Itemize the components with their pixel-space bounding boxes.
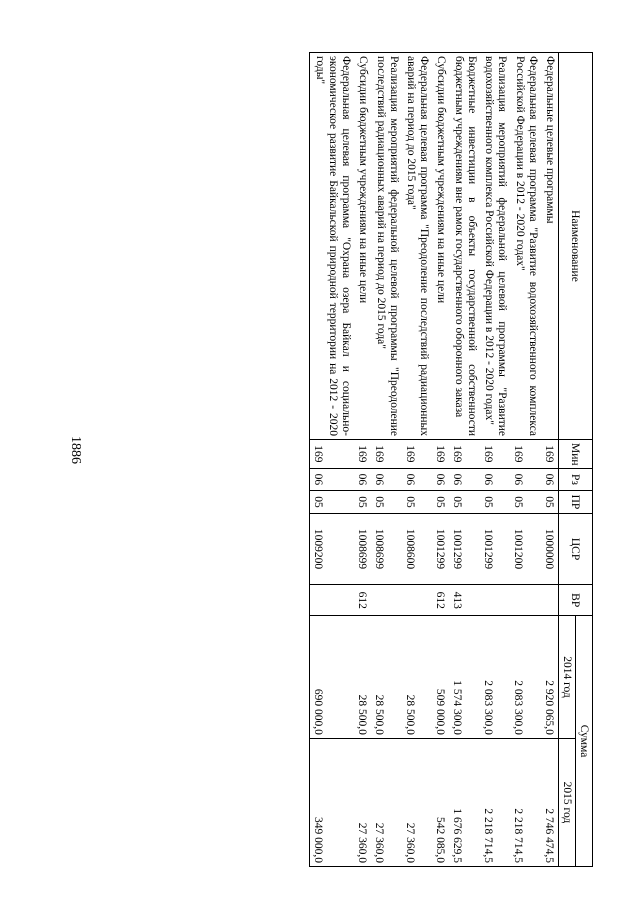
header-rz: Рз — [559, 468, 593, 491]
row-csr: 1008600 — [402, 513, 432, 585]
row-sum-2015: 2 218 714,5 — [510, 738, 540, 866]
row-rz: 06 — [354, 468, 371, 491]
row-pr: 05 — [310, 491, 354, 514]
row-rz: 06 — [480, 468, 510, 491]
row-rz: 06 — [310, 468, 354, 491]
table-row — [432, 53, 449, 867]
row-vr — [310, 585, 354, 616]
row-csr: 1001299 — [432, 513, 449, 585]
row-rz: 06 — [402, 468, 432, 491]
table-row — [541, 53, 559, 867]
header-2014: 2014 год — [559, 616, 576, 739]
table-row — [402, 53, 432, 867]
row-name: Федеральные целевые программы — [541, 53, 559, 440]
row-sum-2014: 2 920 065,0 — [541, 616, 559, 739]
row-sum-2014: 2 083 300,0 — [510, 616, 540, 739]
row-sum-2014: 28 500,0 — [371, 616, 401, 739]
row-csr: 1001200 — [510, 513, 540, 585]
header-pr: ПР — [559, 491, 593, 514]
row-csr: 1001299 — [449, 513, 479, 585]
row-name: Федеральная целевая программа "Преодоление последствий радиационных аварий на период до 2015 года" — [402, 53, 432, 440]
row-name: Федеральная целевая программа "Охрана озера Байкал и социально-экономическое развитие Байкальской природной территории на 2012 - 2020 годы" — [310, 53, 354, 440]
rotated-table-container — [98, 52, 593, 867]
row-sum-2015: 349 000,0 — [310, 738, 354, 866]
table-body — [310, 53, 559, 867]
table-row — [510, 53, 540, 867]
row-sum-2014: 2 083 300,0 — [480, 616, 510, 739]
row-sum-2015: 27 360,0 — [354, 738, 371, 866]
row-name: Субсидии бюджетным учреждениям на иные цели — [432, 53, 449, 440]
row-pr: 05 — [541, 491, 559, 514]
row-sum-2014: 28 500,0 — [402, 616, 432, 739]
header-name: Наименование — [559, 53, 593, 440]
row-min: 169 — [541, 440, 559, 469]
row-min: 169 — [354, 440, 371, 469]
row-csr: 1008699 — [371, 513, 401, 585]
row-sum-2015: 27 360,0 — [371, 738, 401, 866]
row-sum-2014: 28 500,0 — [354, 616, 371, 739]
header-vr: ВР — [559, 585, 593, 616]
row-csr: 1009200 — [310, 513, 354, 585]
table-row — [354, 53, 371, 867]
row-sum-2015: 2 218 714,5 — [480, 738, 510, 866]
row-min: 169 — [371, 440, 401, 469]
row-rz: 06 — [432, 468, 449, 491]
row-csr: 1008699 — [354, 513, 371, 585]
row-pr: 05 — [432, 491, 449, 514]
row-sum-2015: 1 676 629,5 — [449, 738, 479, 866]
row-sum-2014: 1 574 300,0 — [449, 616, 479, 739]
row-pr: 05 — [354, 491, 371, 514]
header-csr: ЦСР — [559, 513, 593, 585]
row-pr: 05 — [510, 491, 540, 514]
table-row — [310, 53, 354, 867]
row-vr: 612 — [432, 585, 449, 616]
row-pr: 05 — [402, 491, 432, 514]
row-rz: 06 — [541, 468, 559, 491]
row-min: 169 — [449, 440, 479, 469]
row-sum-2015: 542 085,0 — [432, 738, 449, 866]
row-min: 169 — [510, 440, 540, 469]
row-rz: 06 — [510, 468, 540, 491]
row-pr: 05 — [371, 491, 401, 514]
row-sum-2015: 27 360,0 — [402, 738, 432, 866]
row-min: 169 — [402, 440, 432, 469]
row-sum-2014: 690 000,0 — [310, 616, 354, 739]
row-name: Федеральная целевая программа "Развитие водохозяйственного комплекса Российской Федерации в 2012 - 2020 годах" — [510, 53, 540, 440]
row-name: Бюджетные инвестиции в объекты государственной собственности бюджетным учреждениям вне рамок государственного оборонного заказа — [449, 53, 479, 440]
row-vr: 413 — [449, 585, 479, 616]
row-rz: 06 — [371, 468, 401, 491]
row-min: 169 — [310, 440, 354, 469]
row-rz: 06 — [449, 468, 479, 491]
table-row — [449, 53, 479, 867]
row-csr: 1000000 — [541, 513, 559, 585]
row-name: Реализация мероприятий федеральной целевой программы "Развитие водохозяйственного комплекса Российской Федерации в 2012 - 2020 годах" — [480, 53, 510, 440]
row-min: 169 — [480, 440, 510, 469]
row-vr — [480, 585, 510, 616]
row-min: 169 — [432, 440, 449, 469]
row-vr — [510, 585, 540, 616]
row-sum-2015: 2 746 474,5 — [541, 738, 559, 866]
table-row — [371, 53, 401, 867]
row-pr: 05 — [449, 491, 479, 514]
budget-table — [310, 52, 594, 867]
row-vr — [402, 585, 432, 616]
table-row — [480, 53, 510, 867]
page-number: 1886 — [68, 436, 83, 464]
table-header — [559, 53, 593, 867]
row-vr — [371, 585, 401, 616]
row-name: Субсидии бюджетным учреждениям на иные цели — [354, 53, 371, 440]
row-vr — [541, 585, 559, 616]
row-name: Реализация мероприятий федеральной целевой программы "Преодоление последствий радиационных аварий на период до 2015 года" — [371, 53, 401, 440]
header-sum: Сумма — [576, 616, 593, 867]
row-csr: 1001299 — [480, 513, 510, 585]
row-sum-2014: 509 000,0 — [432, 616, 449, 739]
header-min: Мин — [559, 440, 593, 469]
header-2015: 2015 год — [559, 738, 576, 866]
row-vr: 612 — [354, 585, 371, 616]
row-pr: 05 — [480, 491, 510, 514]
